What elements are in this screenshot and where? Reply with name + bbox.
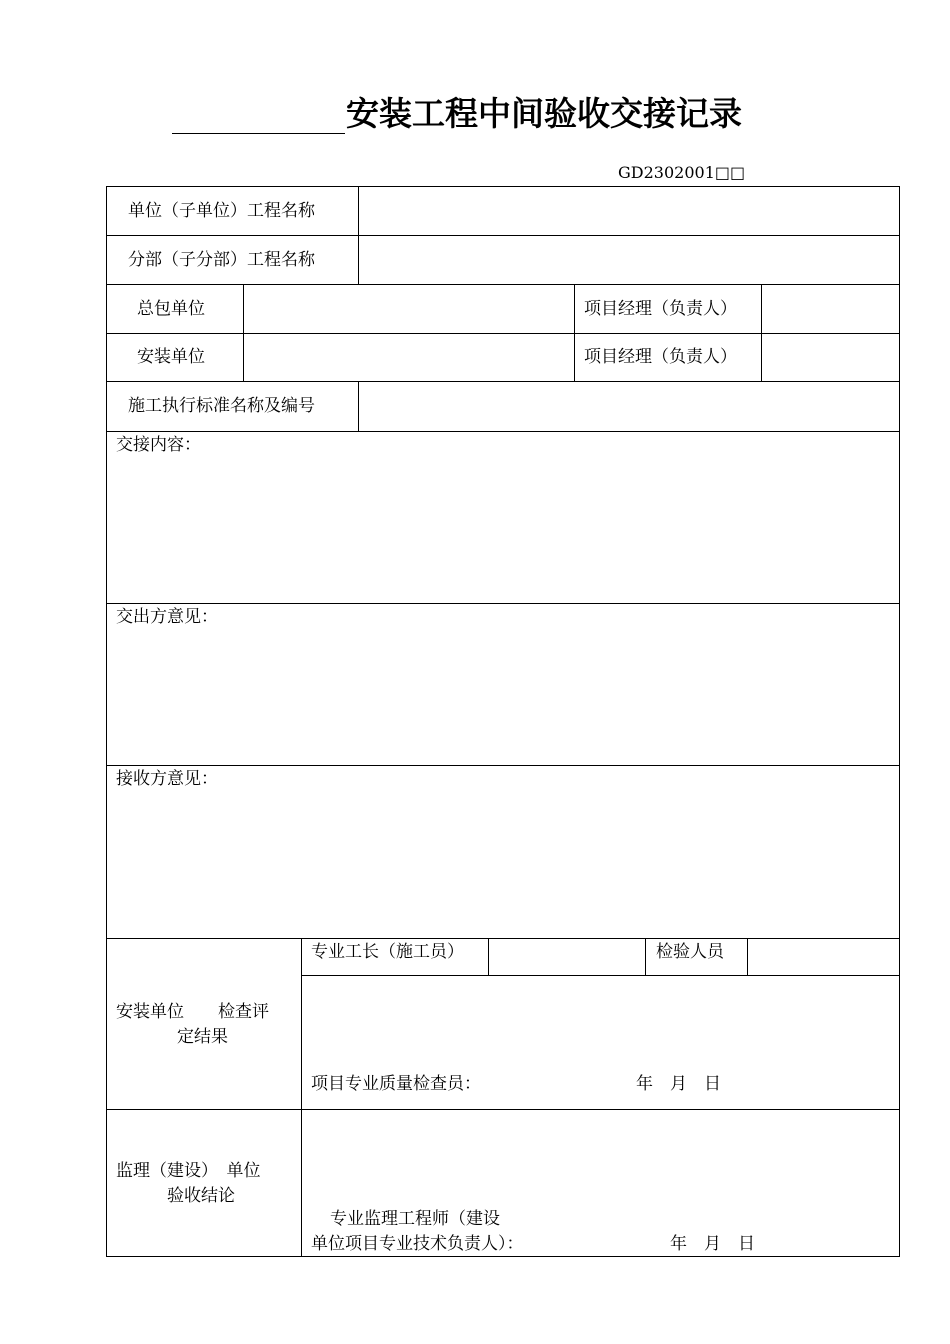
general-contractor-label: 总包单位 (137, 299, 205, 319)
division-name-label: 分部（子分部）工程名称 (128, 250, 315, 270)
handover-content-label: 交接内容： (116, 435, 201, 455)
supervision-label-line2: 验收结论 (167, 1186, 235, 1206)
install-unit-field[interactable] (244, 334, 574, 381)
inspector-label: 检验人员 (656, 942, 724, 962)
foreman-field[interactable] (489, 939, 645, 975)
foreman-label: 专业工长（施工员） (311, 942, 464, 962)
col-divider (645, 938, 646, 975)
project-manager-field-2[interactable] (762, 334, 899, 381)
form-code: GD2302001□□ (618, 163, 746, 182)
supervising-engineer-line2: 单位项目专业技术负责人）： (311, 1234, 524, 1254)
supervision-label-line1: 监理（建设） 单位 (116, 1161, 261, 1181)
project-manager-label-1: 项目经理（负责人） (584, 299, 737, 319)
receiver-opinion-area[interactable] (107, 794, 899, 937)
row-divider (106, 1109, 900, 1110)
general-contractor-field[interactable] (244, 285, 574, 333)
col-divider (574, 284, 575, 381)
row-divider (106, 431, 900, 432)
row-divider (106, 765, 900, 766)
qc-inspector-label: 项目专业质量检查员： (311, 1074, 481, 1094)
table-border-bottom (106, 1256, 900, 1257)
standard-label: 施工执行标准名称及编号 (128, 396, 315, 416)
title-blank-line (172, 133, 345, 134)
supervising-engineer-line1: 专业监理工程师（建设 (330, 1209, 500, 1229)
install-check-date: 年 月 日 (636, 1074, 721, 1094)
sender-opinion-label: 交出方意见： (116, 607, 218, 627)
row-divider (301, 975, 900, 976)
inspector-field[interactable] (748, 939, 899, 975)
handover-content-area[interactable] (107, 460, 899, 602)
install-unit-label: 安装单位 (137, 347, 205, 367)
sender-opinion-area[interactable] (107, 632, 899, 764)
table-border-right (899, 186, 900, 1256)
page-title: 安装工程中间验收交接记录 (346, 94, 742, 133)
supervision-date: 年 月 日 (670, 1234, 755, 1254)
receiver-opinion-label: 接收方意见： (116, 769, 218, 789)
project-manager-field-1[interactable] (762, 285, 899, 333)
row-divider (106, 603, 900, 604)
unit-name-label: 单位（子单位）工程名称 (128, 201, 315, 221)
col-divider (301, 938, 302, 1256)
division-name-field[interactable] (359, 236, 899, 284)
unit-name-field[interactable] (359, 187, 899, 235)
standard-field[interactable] (359, 382, 899, 431)
install-check-label-line2: 定结果 (177, 1027, 228, 1047)
install-check-label-line1: 安装单位 检查评 (116, 1002, 269, 1022)
project-manager-label-2: 项目经理（负责人） (584, 347, 737, 367)
